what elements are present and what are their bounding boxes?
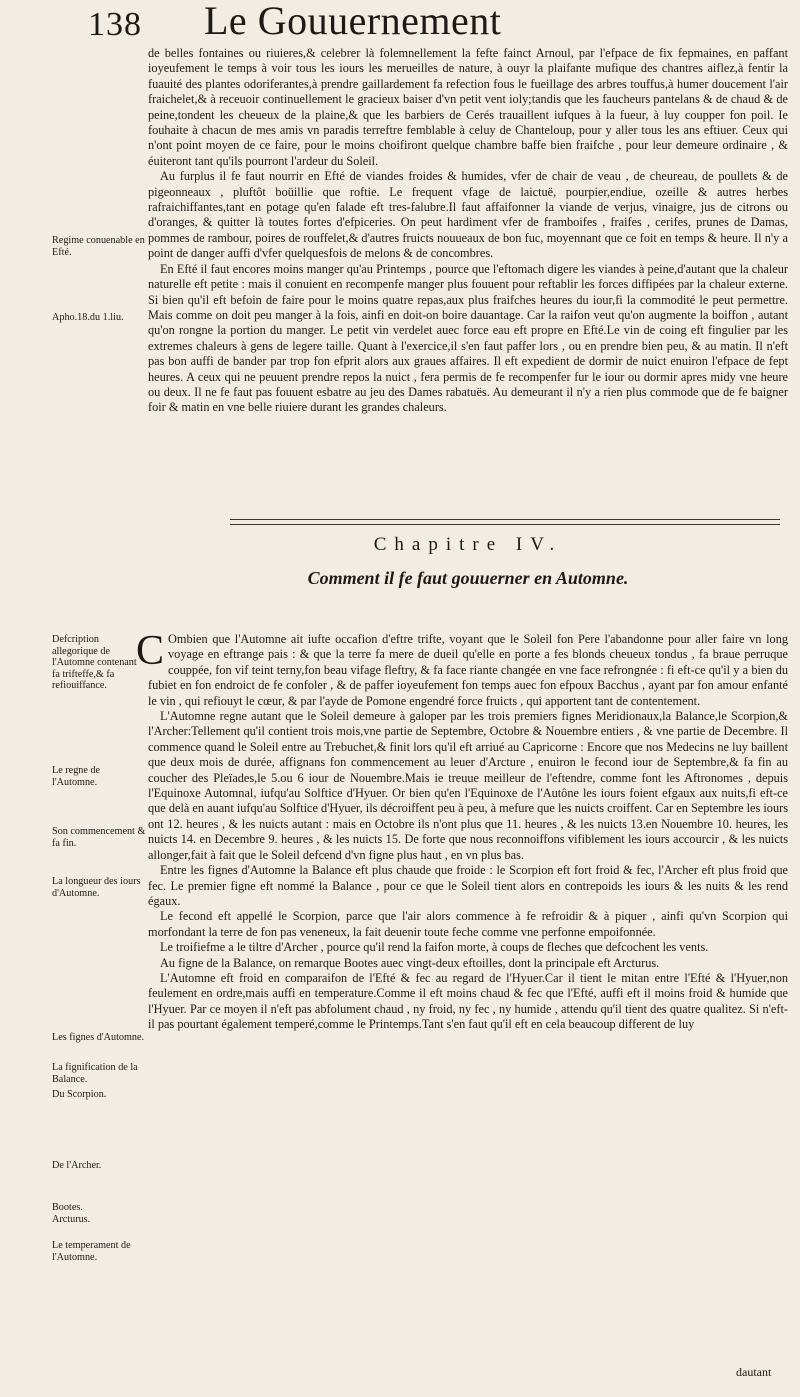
margin-note: Le regne de l'Automne. xyxy=(52,765,101,788)
paragraph: L'Automne regne autant que le Soleil demeure à galoper par les trois premiers fignes Meridionaux,la Balance,le Scorpion,& l'Archer:Tellement qu'il contient trois mois,vne partie de Septembre, Octobre & Nouembre entiers , & vne partie de Decembre. Il commence quand le Soleil entre au Trebuchet,& finit lors qu'il eft arriué au Capricorne : Encore que nos Medecins ne luy baillent que deux mois de durée, affignans fon commencement au leuer d'Arcture , enuiron le fecond iour de Septembre,& fa fin au coucher des Pleïades,le 5.ou 6 iour de Nouembre.Mais ie treuue meilleur de l'eftendre, comme font les Aftronomes , depuis l'Equinoxe Automnal, iufqu'au Solftice d'Hyuer. Or bien qu'en l'Equinoxe de l'Autône les iours foient efgaux aux nuits,fi eft-ce que delà en auant iufqu'au Solftice d'Hyuer, ils décroiffent peu à peu, à mefure que les nuicts croiffent. Car en Septembre les iours ont 12. heures , & les nuicts autant : mais en Octobre ils n'ont plus que 11. heures , & les nuicts 13.en Nouembre 10. heures, les nuicts 14. en Decembre 9. heures , & les nuicts 15. De forte que nous reconnoiffons vifiblement les iours accourcir , & les nuicts allonger,fait à fait que le Soleil defcend d'vn figne plus haut , en vn plus bas. xyxy=(148,709,788,862)
page-header xyxy=(88,0,788,44)
drop-cap: C xyxy=(136,628,165,674)
paragraph: Le fecond eft appellé le Scorpion, parce que l'air alors commence à fe refroidir & à piquer , ainfi qu'vn Scorpion qui morfondant la terre de fon pas veneneux, la fait deuenir toute feche comme vne perfonne empoifonnée. xyxy=(148,909,788,939)
margin-note: Defcription allegorique de l'Automne contenant fa trifteffe,& fa refiouiffance. xyxy=(52,634,137,692)
section1-text xyxy=(148,46,788,416)
catchword: dautant xyxy=(736,1365,772,1379)
page-number: 138 xyxy=(88,6,142,43)
section2-text xyxy=(136,628,788,1033)
paragraph: Le troifiefme a le tiltre d'Archer , pource qu'il rend la faifon morte, à coups de fleches que defcochent les vents. xyxy=(160,940,709,955)
paragraph-text: Ombien que l'Automne ait iufte occafion d'eftre trifte, voyant que le Soleil fon Pere l'abandonne pour aller faire vn long voyage en eftrange pais : & que la terre fa mere de dueil qu'elle en porte a fes blonds cheueux tondus , fa braue perruque couppée, fon vif teint terny,fon beau vifage fleftry, & fa face riante changée en vne face refrongnée : fi eft-ce qu'il y a bien du fubiet en fon endroict de fe confoler , & de paffer ioyeufement fon temps auec fon efpoux Bacchus , ayant par fon amour enfanté le vin , qui refiouyt le cœur, & par l'ayde de Pomone engendré force fruicts , qui apportent tant de contentement. xyxy=(148,632,788,708)
paragraph: Au furplus il fe faut nourrir en Efté de viandes froides & humides, vfer de chair de veau , de cheureau, de poullets & de pigeonneaux , pluftôt boüillie que roftie. Le frequent vfage de laictuë, pourpier,endiue, ozeille & autres herbes rafraichiffantes,tant en potage qu'en falade eft tres-falubre.Il faut affaifonner la viande de verjus, vinaigre, jus de citrons ou d'oranges, & quitter là toutes fortes d'efpiceries. On peut hardiment vfer de framboifes , fraifes , cerifes, prunes de Damas, pommes de rambour, poires de rouffelet,& d'autres fruicts nouueaux de bon fuc, moyennant que ce foit en temps & heure. Il n'y a point de danger auffi d'vfer quelquesfois de melons & de concombres. xyxy=(148,169,788,261)
margin-note: Apho.18.du 1.liu. xyxy=(52,312,124,323)
paragraph: Entre les fignes d'Automne la Balance eft plus chaude que froide : le Scorpion eft fort froid & fec, l'Archer eft plus froid que fec. Le premier figne eft nommé la Balance , pour ce que le Soleil tient alors en contrepoids les iours & les nuits & les rend égaux. xyxy=(148,863,788,908)
paragraph: L'Automne eft froid en comparaifon de l'Efté & fec au regard de l'Hyuer.Car il tient le mitan entre l'Efté & l'Hyuer,non feulement en ordre,mais auffi en temperature.Comme il eft moins chaud & fec que l'Efté, auffi eft il moins froid & humide que l'Hyuer. Par ce moyen il n'eft pas abfolument chaud , ny froid, ny fec , ny humide , attendu qu'il tient des quatre qualitez. Si n'eft-il pas pourtant également temperé,comme le Printemps.Tant s'en faut qu'il eft en cela beaucoup different de luy xyxy=(148,970,788,1032)
margin-note: De l'Archer. xyxy=(52,1160,102,1171)
paragraph xyxy=(136,628,788,709)
margin-note: Les fignes d'Automne. xyxy=(52,1032,145,1043)
margin-note: La longueur des iours d'Automne. xyxy=(52,876,141,899)
margin-note: La fignification de la Balance. xyxy=(52,1062,138,1085)
paragraph: Au figne de la Balance, on remarque Bootes auec vingt-deux eftoilles, dont la principale eft Arcturus. xyxy=(160,955,660,970)
paragraph: de belles fontaines ou riuieres,& celebrer là folemnellement la fefte fainct Arnoul, par l'efpace de fix fepmaines, en paffant ioyeufement le temps à voir tous les iours les merueilles de nature, à ouyr la plaifante mufique des chantres aiflez,à fentir la fuauité des plantes odoriferantes,à prendre gaillardement fa refection fous le fueillage des arbres touffus,à humer doucement l'air fraichelet,& à receuoir continuellement le gracieux baiser d'vn petit vent ioly;tandis que les faucheurs pantelans & de chaud & de peine,tondent les cheueux de la plaine,& que les barbiers de Cerés trauaillent iufques à la fueur, à luy coupper fon poil. Ie fouhaite à chacun de mes amis vn paradis terreftre femblable à celuy de Chanteloup, pour y aller tous les ans eftiuer. Ceux qui n'ont point moyen de ce faire, pour le moins choifiront quelque chambre baffe bien fraifche , pour leur demeure ordinaire , & éuiteront tant qu'ils pourront l'ardeur du Soleil. xyxy=(148,46,788,168)
chapter-title: Chapitre IV. xyxy=(373,534,563,555)
margin-note: Du Scorpion. xyxy=(52,1089,107,1100)
margin-note: Bootes. xyxy=(52,1202,83,1213)
chapter-subtitle: Comment il fe faut gouuerner en Automne. xyxy=(307,568,629,588)
section-divider xyxy=(230,519,780,525)
margin-note: Regime conuenable en Efté. xyxy=(52,235,145,258)
margin-note: Arcturus. xyxy=(52,1214,91,1225)
margin-note: Son commencement & fa fin. xyxy=(52,826,146,849)
margin-note: Le temperament de l'Automne. xyxy=(52,1240,131,1263)
paragraph: En Efté il faut encores moins manger qu'au Printemps , pource que l'eftomach digere les viandes à peine,d'autant que la chaleur naturelle eft petite : mais il conuient en recompenfe manger plus fouuent pour reftablir les forces diffipées par la chaleur externe. Si bien qu'il eft befoin de faire pour le moins quatre repas,aux plus fraifches heures du iour,fi la commodité le peut permettre. Mais comme on doit peu manger à la fois, ainfi en doit-on boire dauantage. Car la raifon veut qu'on augmente la boiffon , autant qu'on rongne la portion du manger. Le petit vin verdelet auec force eau eft propre en Efté.Le vin de coing eft fingulier par les extremes chaleurs à gens de legere taille. Quant à l'exercice,il s'en faut paffer lors , ou en prendre bien peu, & au matin. Il n'eft pas bon auffi de bander par trop fon efprit alors aux graues affaires. Il eft expedient de dormir de nuict enuiron l'efpace de fept heures. A ceux qui ne peuuent prendre repos la nuict , fera permis de fe recompenfer fur le iour ou dormir apres midy vne heure ou deux. Il ne fe faut pas fouuent esbatre au jeu des Dames rabatuës. Au demeurant il n'y a rien plus commode que de fe baigner foir & matin en vne belle riuiere durant les grandes chaleurs. xyxy=(148,261,788,415)
running-title: Le Gouuernement xyxy=(204,0,502,43)
